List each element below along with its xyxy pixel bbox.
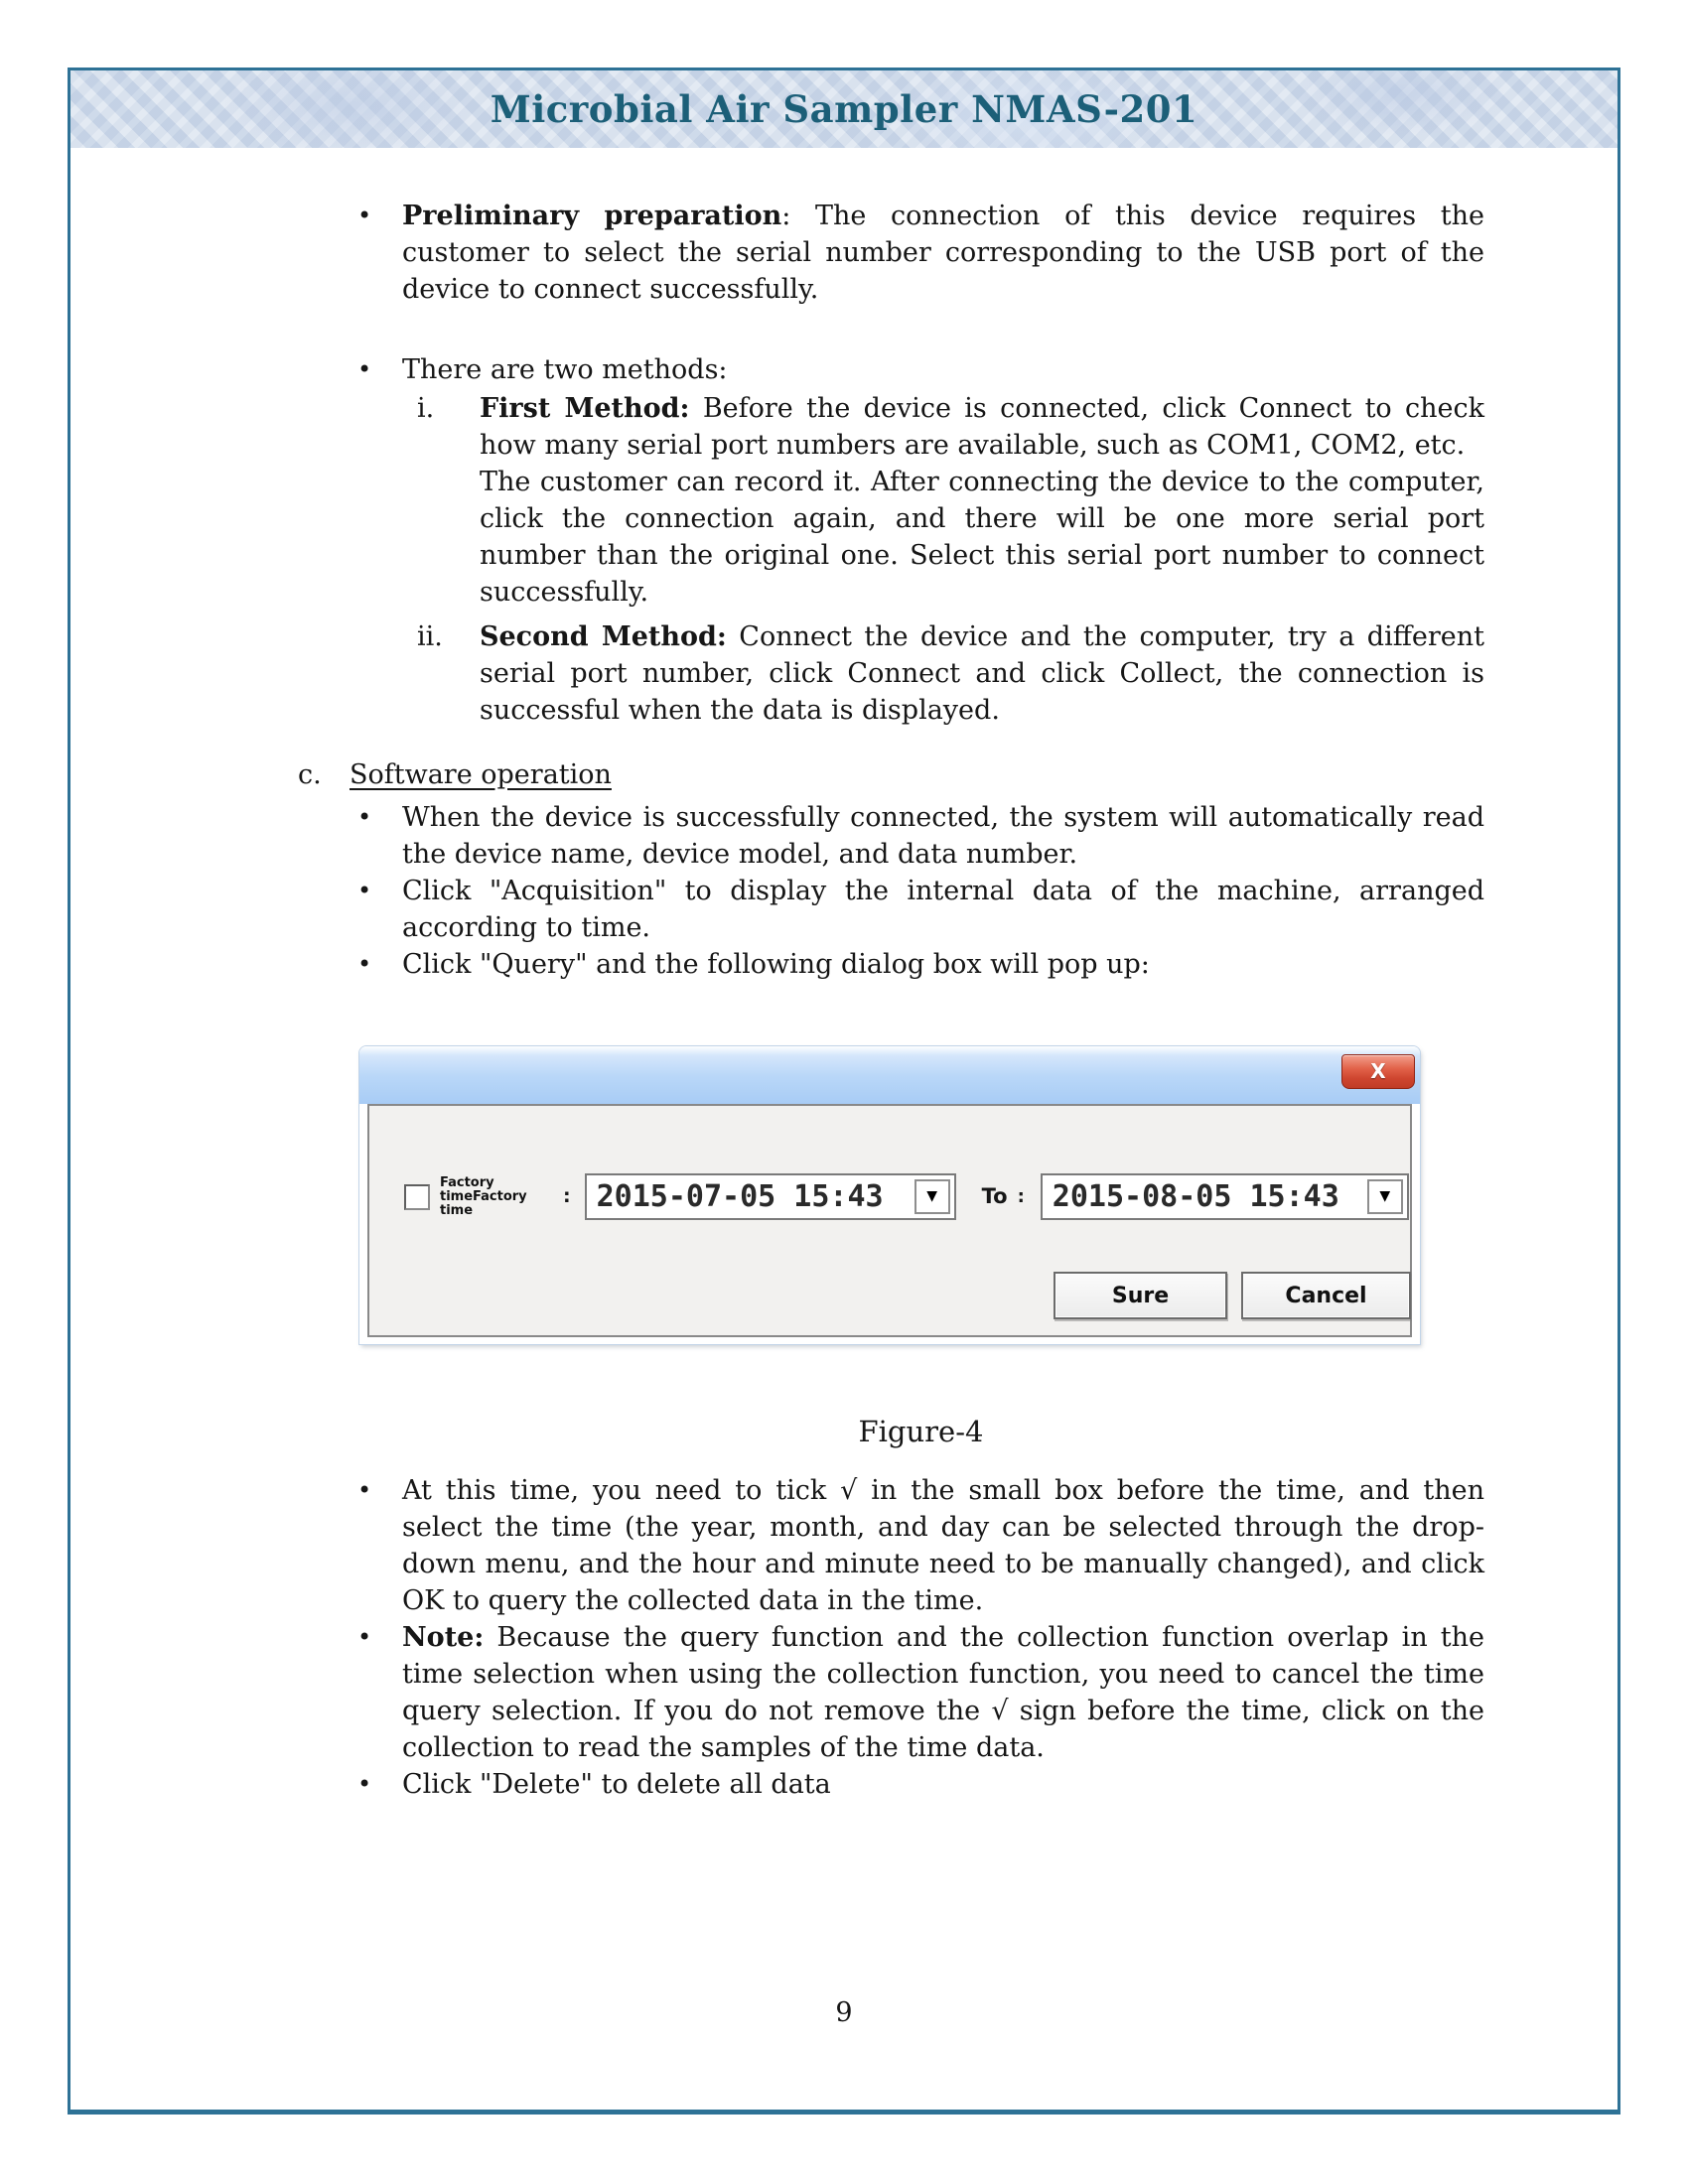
method1-lead-bold: First Method:	[480, 393, 690, 424]
sw-bullet-2: Click "Acquisition" to display the internal data of the machine, arranged according to time.	[402, 876, 1484, 943]
figure-4-screenshot	[357, 1046, 1484, 1344]
software-operation-list	[357, 799, 1484, 983]
bullet-icon: •	[357, 1476, 372, 1504]
cancel-button[interactable]: Cancel	[1241, 1272, 1411, 1319]
date-to-dropdown[interactable]	[1041, 1173, 1409, 1220]
post-bullet-1: At this time, you need to tick √ in the small box before the time, and then select the time (the year, month, and day can be selected through the drop-down menu, and the hour and minute need to be manually changed), and click OK to query the collected data in the time.	[402, 1475, 1484, 1616]
bullet-icon: •	[357, 950, 372, 978]
list-item	[357, 873, 1484, 946]
paragraph-lead-bold: Preliminary preparation	[402, 201, 782, 231]
document-body	[70, 148, 1618, 1803]
date-from-dropdown[interactable]	[585, 1173, 956, 1220]
dialog-titlebar	[359, 1046, 1420, 1104]
bullet-icon: •	[357, 1770, 372, 1798]
page-title: Microbial Air Sampler NMAS-201	[490, 87, 1198, 131]
roman-numeral: i.	[417, 393, 435, 424]
section-c-heading	[298, 756, 1484, 793]
to-colon: :	[1017, 1186, 1025, 1207]
page-header-banner	[70, 70, 1618, 148]
bullet-icon: •	[357, 877, 372, 904]
bullet-icon: •	[357, 355, 372, 383]
query-dialog-window	[359, 1046, 1420, 1344]
sw-bullet-3: Click "Query" and the following dialog box will pop up:	[402, 949, 1150, 980]
figure-caption: Figure-4	[858, 1415, 984, 1448]
note-rest: Because the query function and the collection function overlap in the time selection when using the collection function, you need to cancel the time query selection. If you do not remove the √ sign before the time, click on the collection to read the samples of the time data.	[402, 1622, 1484, 1763]
paragraph-preliminary	[402, 198, 1484, 308]
list-item-roman-i	[402, 390, 1484, 611]
method2-text	[480, 618, 1484, 729]
two-methods-block	[402, 351, 1484, 729]
close-icon[interactable]: X	[1341, 1054, 1415, 1089]
bullet-icon: •	[357, 202, 372, 229]
bullet-icon: •	[357, 803, 372, 831]
paragraph-rest: : The connection of this device requires the customer to select the serial number corresponding to the USB port of the device to connect successfully.	[402, 201, 1484, 305]
section-letter: c.	[298, 759, 322, 790]
post-figure-list	[357, 1472, 1484, 1803]
list-item	[357, 351, 1484, 729]
list-item	[357, 799, 1484, 873]
method2-lead-bold: Second Method:	[480, 621, 727, 652]
chevron-down-icon[interactable]: ▼	[1367, 1179, 1403, 1214]
roman-numeral: ii.	[417, 621, 443, 652]
method1-text	[480, 390, 1484, 611]
to-label: To	[981, 1184, 1008, 1208]
page-frame	[68, 68, 1620, 2115]
bullet-icon: •	[357, 1623, 372, 1651]
note-lead-bold: Note:	[402, 1622, 485, 1653]
factory-time-label: Factory timeFactory time	[440, 1174, 527, 1218]
page-number: 9	[835, 1997, 853, 2028]
sure-button[interactable]: Sure	[1054, 1272, 1227, 1319]
time-range-row	[404, 1173, 1409, 1220]
section-c-title: Software operation	[350, 759, 612, 790]
list-item-roman-ii	[402, 618, 1484, 729]
method1-seg1	[480, 390, 1484, 464]
list-item	[357, 1766, 1484, 1803]
list-item	[357, 1619, 1484, 1766]
date-from-value: 2015-07-05 15:43	[596, 1179, 884, 1214]
post-bullet-3: Click "Delete" to delete all data	[402, 1769, 831, 1800]
chevron-down-icon[interactable]: ▼	[914, 1179, 950, 1214]
sw-bullet-1: When the device is successfully connected, the system will automatically read the device name, device model, and data number.	[402, 802, 1484, 870]
list-item	[357, 198, 1484, 308]
dialog-panel	[367, 1104, 1412, 1337]
factory-time-checkbox[interactable]	[404, 1184, 430, 1210]
method1-seg1-rest: Before the device is connected, click Connect to check how many serial port numbers are available, such as COM1, COM2, etc.	[480, 393, 1484, 461]
list-item	[357, 1472, 1484, 1619]
method2-rest: Connect the device and the computer, try a different serial port number, click Connect and click Collect, the connection is successful when the data is displayed.	[480, 621, 1484, 726]
factory-time-colon: :	[563, 1185, 571, 1207]
date-to-value: 2015-08-05 15:43	[1052, 1179, 1339, 1214]
two-methods-intro: There are two methods:	[402, 354, 728, 385]
list-item	[357, 946, 1484, 983]
post-bullet-2	[402, 1619, 1484, 1766]
method1-seg2: The customer can record it. After connecting the device to the computer, click the connection again, and there will be one more serial port number than the original one. Select this serial port number to connect successfully.	[480, 467, 1484, 608]
